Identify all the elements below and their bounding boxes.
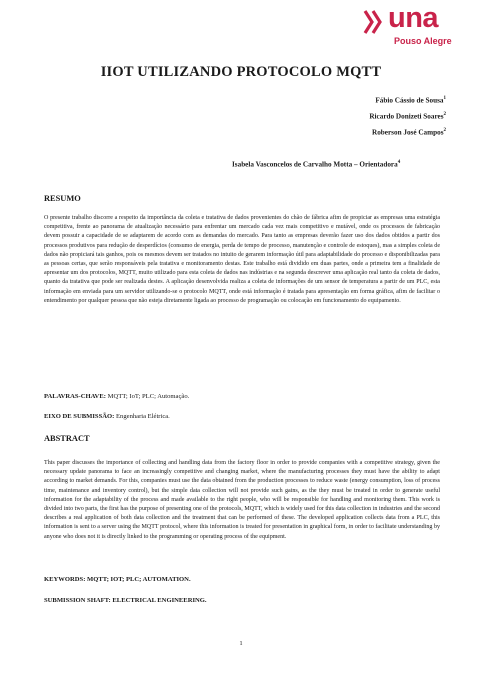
- page-number: 1: [239, 640, 243, 647]
- logo-subtitle: Pouso Alegre: [394, 36, 452, 46]
- eixo-submissao: EIXO DE SUBMISSÃO: Engenharia Elétrica.: [44, 413, 170, 420]
- paper-title: IIOT UTILIZANDO PROTOCOLO MQTT: [100, 64, 382, 80]
- logo-wordmark: una: [388, 2, 439, 34]
- submission-shaft: SUBMISSION SHAFT: ELECTRICAL ENGINEERING.: [44, 597, 207, 604]
- author-3: Roberson José Campos$^2$: [372, 128, 446, 137]
- author-1: Fábio Cássio de Sousa$^1$: [375, 96, 446, 105]
- abstract-heading: ABSTRACT: [44, 434, 90, 443]
- keywords: KEYWORDS: MQTT; IOT; PLC; AUTOMATION.: [44, 576, 191, 583]
- abstract-text: This paper discusses the importance of collecting and handling data from the factory floor in order to provide companies with a competitive strategy, given the necessary update panorama to face an increasingly competitive and changing market, where the manufacturing processes they must have the ability to adapt according to market demands. For this, companies must use the data obtained from the production processes to reduce waste (energy consumption, loss of process time, maintenance and inventory control), but the simple data collection will not provide such gains, as the they must be treated in order to generate useful information for the adaptability of the process and made available to the right people, who will be responsible for handling and monitoring them. This work is divided into two parts, the first has the purpose of presenting one of the protocols, MQTT, which is widely used for this data collection in industries and the second describes a real application of both data collection and the treatment that can be performed of these. The developed application collects data from a PLC, this information is sent to a server using the MQTT protocol, where this information is treated for presentation in graphical form, in order to facilitate understanding by anyone who does not it is directly linked to the programming or operating process of the equipment.: [44, 460, 440, 540]
- author-2: Ricardo Donizeti Soares$^2$: [369, 112, 446, 121]
- una-logo: [362, 2, 472, 52]
- resumo-text: O presente trabalho discorre a respeito da importância da coleta e tratativa de dados provenientes do chão de fábrica afim de propiciar as empresas uma estratégia competitiva, frente ao panorama de atualização necessário para enfrentar um mercado cada vez mais competitivo e mutável, onde os processos de fabricação devem possuir a capacidade de se adaptarem de acordo com as demandas do mercado. Para tanto as empresas deverão fazer uso dos dados obtidos a partir dos processos produtivos para redução de desperdícios (consumo de energia, perda de tempo de processo, manutenção e controle de estoques), mas a simples coleta de dados não propiciará tais ganhos, pois os mesmos devem ser tratados no intuito de gerarem informação útil para adaptabilidade do processo e disponibilizadas para as pessoas certas, que serão responsáveis pela tratativa e monitoramento destas. Este trabalho está dividido em duas partes, onde a primeira tem a finalidade de apresentar um dos protocolos, MQTT, muito utilizado para esta coleta de dados nas indústrias e na segunda descrever uma aplicação real tanto da coleta de dados, quanto da tratativa que pode ser realizada destes. A aplicação desenvolvida realiza a coleta de informações de um sensor de temperatura a partir de um PLC, esta informação em enviada para um servidor utilizando-se o protocolo MQTT, onde está informação é tratada para apresentação em forma gráfica, afim de facilitar o entendimento por qualquer pessoa que não esteja diretamente ligada ao processo de programação ou colocação em funcionamento do equipamento.: [44, 215, 440, 304]
- logo-chevrons-icon: [362, 8, 384, 36]
- resumo-heading: RESUMO: [44, 194, 81, 203]
- palavras-chave: PALAVRAS-CHAVE: MQTT; IoT; PLC; Automação.: [44, 393, 190, 400]
- advisor: Isabela Vasconcelos de Carvalho Motta – Orientadora$^4$: [232, 160, 401, 169]
